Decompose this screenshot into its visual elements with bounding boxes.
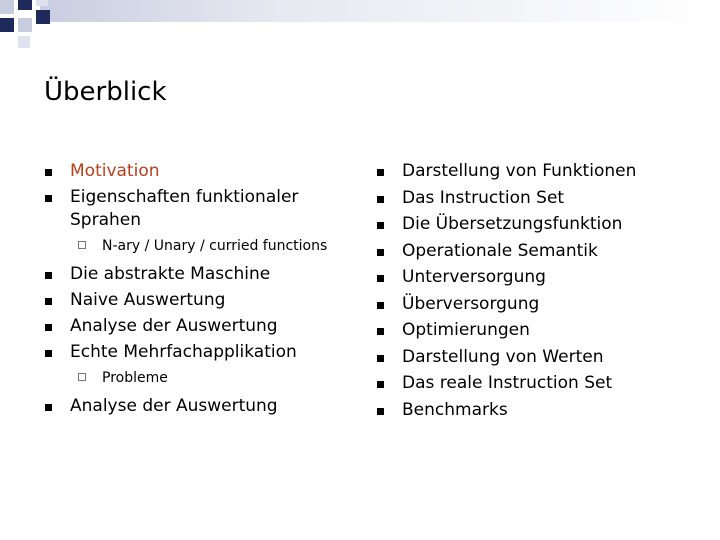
list-item-text: Analyse der Auswertung [70, 396, 278, 416]
sub-bullet-icon [78, 241, 86, 249]
list-item-text: Unterversorgung [402, 267, 546, 287]
list-item [376, 293, 706, 316]
list-item-text: Operationale Semantik [402, 240, 598, 261]
bullet-icon [45, 169, 52, 176]
bullet-icon [377, 328, 384, 335]
bullet-icon [377, 302, 384, 309]
bullet-icon [45, 298, 52, 305]
list-item-text: Echte Mehrfachapplikation [70, 342, 297, 362]
left-bullet-list [44, 160, 344, 421]
list-item-text: Das reale Instruction Set [402, 373, 613, 393]
list-item [44, 395, 344, 418]
sub-list-item-text: Probleme [102, 370, 168, 386]
list-item [44, 289, 344, 312]
list-item [376, 346, 706, 369]
list-item [376, 266, 706, 289]
list-item-text: Benchmarks [402, 399, 508, 420]
list-item [376, 213, 706, 236]
bullet-icon [45, 272, 52, 279]
bullet-icon [45, 350, 52, 357]
list-item [44, 160, 344, 183]
list-item-text: Naive Auswertung [70, 290, 226, 310]
bullet-icon [45, 195, 52, 202]
bullet-icon [377, 169, 384, 176]
list-item [44, 341, 344, 364]
list-item [376, 319, 706, 342]
list-item-text: Die Übersetzungsfunktion [402, 214, 623, 234]
sub-bullet-icon [78, 373, 86, 381]
list-item-text: Motivation [70, 161, 160, 181]
decorative-corner-pattern [0, 0, 720, 50]
list-item [376, 372, 706, 395]
list-item-text: Das Instruction Set [402, 187, 565, 208]
bullet-icon [45, 324, 52, 331]
right-bullet-list [376, 160, 706, 425]
list-item-text: Darstellung von Werten [402, 346, 604, 367]
bullet-icon [377, 275, 384, 282]
bullet-icon [45, 404, 52, 411]
sub-list-item-text: N-ary / Unary / curried functions [102, 238, 328, 254]
bullet-icon [377, 408, 384, 415]
sub-list-item [44, 370, 344, 387]
list-item-text: Überversorgung [402, 293, 540, 314]
bullet-icon [377, 222, 384, 229]
sub-list-item [44, 238, 344, 255]
list-item [376, 160, 706, 183]
list-item [376, 399, 706, 422]
list-item [44, 315, 344, 338]
bullet-icon [377, 355, 384, 362]
list-item-text: Optimierungen [402, 320, 530, 340]
list-item [44, 263, 344, 286]
list-item-text: Eigenschaften funktionaler Sprahen [70, 187, 299, 230]
list-item-text: Die abstrakte Maschine [70, 264, 271, 284]
list-item-text: Darstellung von Funktionen [402, 161, 637, 181]
slide-title: Überblick [44, 77, 167, 107]
bullet-icon [377, 196, 384, 203]
list-item [44, 186, 344, 232]
bullet-icon [377, 381, 384, 388]
bullet-icon [377, 249, 384, 256]
list-item [376, 187, 706, 210]
list-item-text: Analyse der Auswertung [70, 316, 278, 336]
list-item [376, 240, 706, 263]
